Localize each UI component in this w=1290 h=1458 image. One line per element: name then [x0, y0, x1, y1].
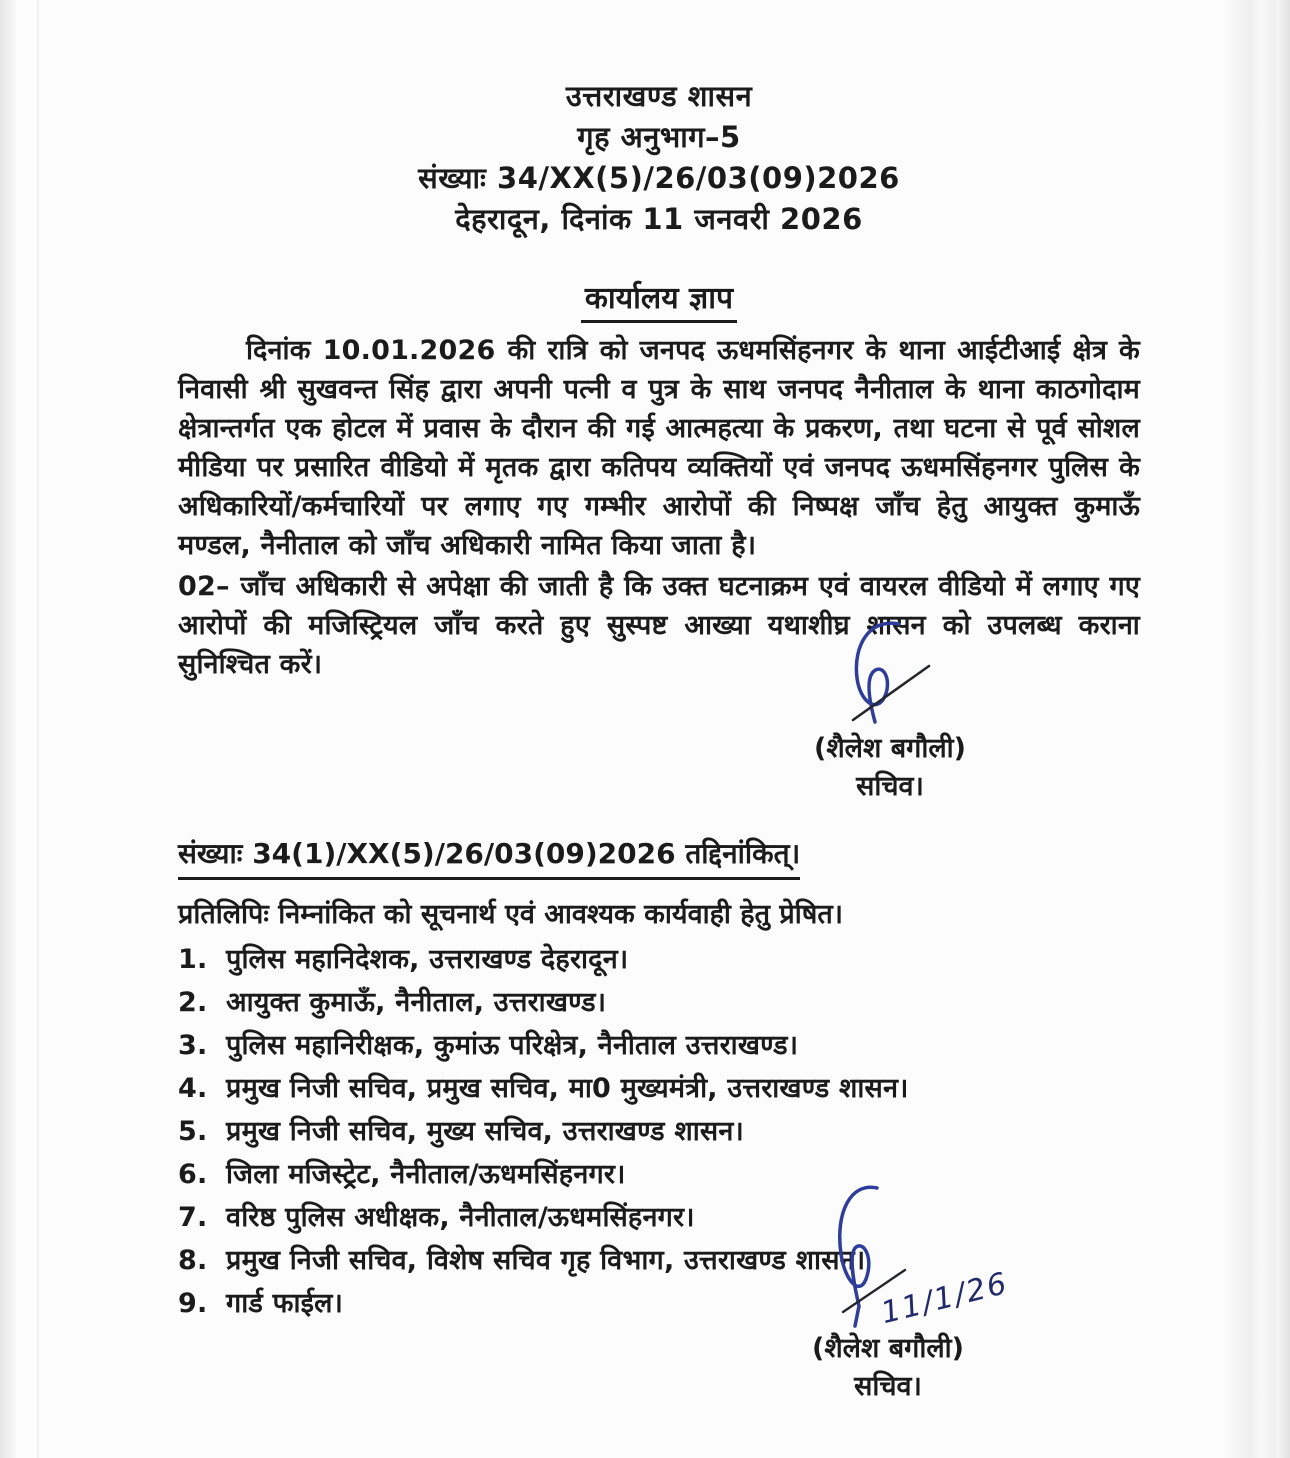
list-item-text: पुलिस महानिदेशक, उत्तराखण्ड देहरादून। — [226, 944, 629, 975]
list-item-number: 1. — [178, 944, 208, 975]
signatory-name: (शैलेश बगौली) — [811, 1333, 964, 1364]
list-item-number: 4. — [178, 1073, 208, 1104]
list-item-text: जिला मजिस्ट्रेट, नैनीताल/ऊधमसिंहनगर। — [226, 1159, 626, 1190]
list-item-number: 5. — [178, 1116, 208, 1147]
signatory-name: (शैलेश बगौली) — [813, 733, 966, 764]
letterhead — [178, 0, 1140, 240]
place-date-line: देहरादून, दिनांक 11 जनवरी 2026 — [455, 202, 863, 236]
list-item-text: वरिष्ठ पुलिस अधीक्षक, नैनीताल/ऊधमसिंहनगर। — [226, 1202, 695, 1233]
government-name: उत्तराखण्ड शासन — [565, 79, 753, 113]
list-item-text: प्रमुख निजी सचिव, प्रमुख सचिव, मा0 मुख्यमंत्री, उत्तराखण्ड शासन। — [226, 1073, 909, 1104]
body-paragraph-2: 02– जाँच अधिकारी से अपेक्षा की जाती है कि उक्त घटनाक्रम एवं वायरल वीडियो में लगाए गए आरोपों की मजिस्ट्रियल जाँच करते हुए सुस्पष्ट आख्या यथाशीघ्र शासन को उपलब्ध कराना सुनिश्चित करें। — [178, 571, 1140, 680]
list-item — [178, 1031, 1140, 1061]
department-section: गृह अनुभाग–5 — [577, 120, 741, 154]
list-item — [178, 1074, 1140, 1104]
list-item-text: पुलिस महानिरीक्षक, कुमांऊ परिक्षेत्र, नैनीताल उत्तराखण्ड। — [226, 1030, 799, 1061]
list-item-text: गार्ड फाईल। — [226, 1288, 344, 1319]
list-item-number: 2. — [178, 987, 208, 1018]
signature-block-bottom — [768, 1182, 1012, 1406]
copy-forwarding-line: प्रतिलिपिः निम्नांकित को सूचनार्थ एवं आवश्यक कार्यवाही हेतु प्रेषित। — [178, 899, 844, 930]
list-item-text: आयुक्त कुमाऊँ, नैनीताल, उत्तराखण्ड। — [226, 987, 607, 1018]
list-item — [178, 988, 1140, 1018]
signature-block-top — [770, 618, 1010, 806]
scan-edge-left — [0, 0, 16, 1458]
memo-title — [178, 276, 1140, 323]
body-paragraph-1: दिनांक 10.01.2026 की रात्रि को जनपद ऊधमसिंहनगर के थाना आईटीआई क्षेत्र के निवासी श्री सुखवन्त सिंह द्वारा अपनी पत्नी व पुत्र के साथ जनपद नैनीताल के थाना काठगोदाम क्षेत्रान्तर्गत एक होटल में प्रवास के दौरान की गई आत्महत्या के प्रकरण, तथा घटना से पूर्व सोशल मीडिया पर प्रसारित वीडियो में मृतक द्वारा कतिपय व्यक्तियों एवं जनपद ऊधमसिंहनगर पुलिस के अधिकारियों/कर्मचारियों पर लगाए गए गम्भीर आरोपों की निष्पक्ष जाँच हेतु आयुक्त कुमाऊँ मण्डल, नैनीताल को जाँच अधिकारी नामित किया जाता है। — [178, 335, 1140, 561]
memo-title-text: कार्यालय ज्ञाप — [581, 276, 737, 323]
signatory-designation: सचिव। — [856, 771, 924, 802]
signatory-designation: सचिव। — [854, 1371, 922, 1402]
scan-seam-artifact — [37, 0, 39, 1458]
page-curl-shadow — [1224, 0, 1276, 1458]
list-item-text: प्रमुख निजी सचिव, मुख्य सचिव, उत्तराखण्ड शासन। — [226, 1116, 744, 1147]
handwritten-date: 11/1/26 — [877, 1265, 1012, 1332]
list-item-number: 3. — [178, 1030, 208, 1061]
list-item — [178, 945, 1140, 975]
reference-number-line — [178, 834, 1140, 880]
reference-number-text: संख्याः 34(1)/XX(5)/26/03(09)2026 तद्दिनांकित्। — [178, 834, 800, 880]
letter-number-line: संख्याः 34/XX(5)/26/03(09)2026 — [418, 161, 900, 195]
list-item-number: 7. — [178, 1202, 208, 1233]
list-item-text: प्रमुख निजी सचिव, विशेष सचिव गृह विभाग, उत्तराखण्ड शासन। — [226, 1245, 866, 1276]
list-item — [178, 1117, 1140, 1147]
scan-edge-right — [1276, 0, 1290, 1458]
list-item-number: 6. — [178, 1159, 208, 1190]
list-item-number: 9. — [178, 1288, 208, 1319]
signature-scribble-icon — [825, 618, 955, 730]
list-item-number: 8. — [178, 1245, 208, 1276]
